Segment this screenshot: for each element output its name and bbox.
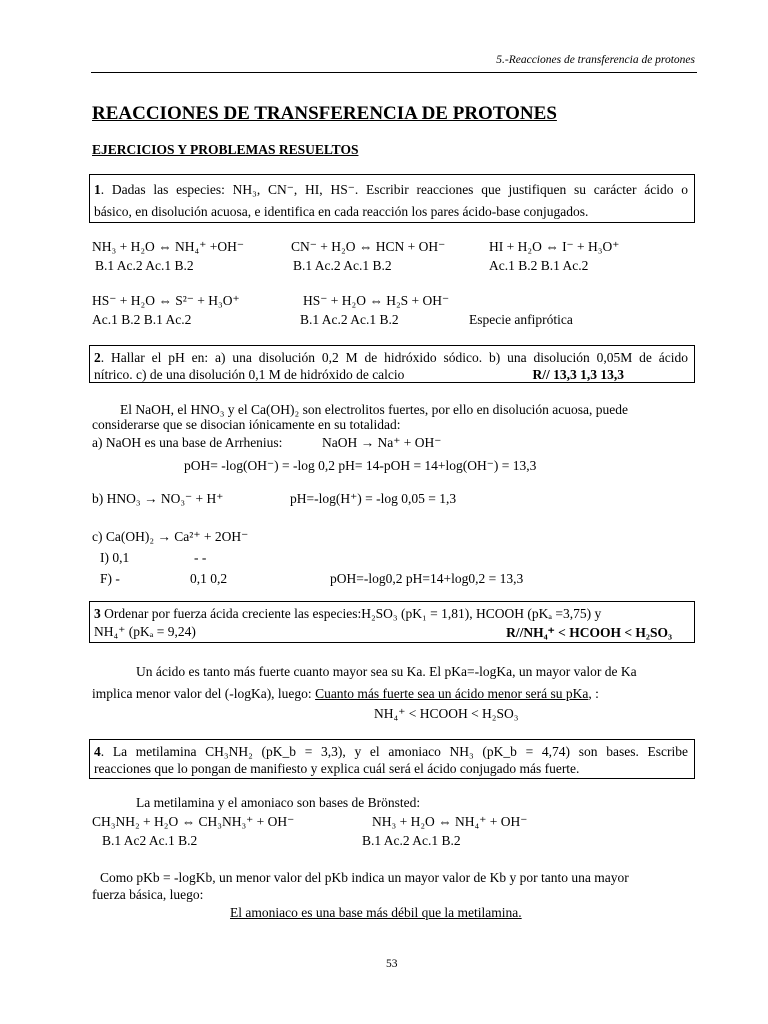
reaction-methylamine-labels: B.1 Ac2 Ac.1 B.2 (102, 833, 198, 848)
solution-2c-calculation: pOH=-log0,2 pH=14+log0,2 = 13,3 (330, 571, 524, 586)
solution-2b-equation: b) HNO₃ → NO₃⁻ + H⁺ (92, 491, 224, 506)
reaction-cn-labels: B.1 Ac.2 Ac.1 B.2 (293, 258, 392, 273)
solution-4-intro: La metilamina y el amoniaco son bases de Brönsted: (136, 795, 421, 810)
reaction-nh3-labels: B.1 Ac.2 Ac.1 B.2 (95, 258, 194, 273)
problem-2-box (89, 345, 695, 383)
solution-3-rule: Cuanto más fuerte sea un ácido menor será su pKa (315, 686, 589, 701)
problem-4-box (89, 739, 695, 779)
page-number: 53 (386, 958, 398, 970)
problem-2-text-1: . Hallar el pH en: a) una disolución 0,2 M de hidróxido sódico. b) una disolución 0,05M de ácido (100, 350, 688, 365)
reaction-cn: CN⁻ + H₂O ⇔ HCN + OH⁻ (291, 239, 446, 254)
solution-4-para-2: fuerza básica, luego: (92, 887, 204, 902)
solution-4-conclusion: El amoniaco es una base más débil que la metilamina. (230, 905, 522, 920)
problem-1-number: 1 (94, 182, 101, 197)
solution-3-para-2-end: , : (588, 686, 599, 701)
solution-4-para-1: Como pKb = -logKb, un menor valor del pKb indica un mayor valor de Kb y por tanto una mayor (100, 870, 629, 885)
reaction-hs-acid-labels: Ac.1 B.2 B.1 Ac.2 (92, 312, 192, 327)
problem-1-text-1: . Dadas las especies: NH₃, CN⁻, HI, HS⁻. Escribir reacciones que justifiquen su carácter ácido o (100, 182, 688, 197)
reaction-hi: HI + H₂O ⇔ I⁻ + H₃O⁺ (489, 239, 620, 254)
problem-2-answer: R// 13,3 1,3 13,3 (532, 367, 624, 382)
solution-2c-final-values: 0,1 0,2 (190, 571, 228, 586)
problem-3-text-1: Ordenar por fuerza ácida creciente las especies:H₂SO₃ (pK₁ = 1,81), HCOOH (pKₐ =3,75) y (100, 606, 602, 621)
solution-2a-equation: NaOH → Na⁺ + OH⁻ (322, 435, 442, 450)
reaction-ammonia-labels: B.1 Ac.2 Ac.1 B.2 (362, 833, 461, 848)
solution-2c-initial-label: I) 0,1 (100, 550, 130, 565)
reaction-hs-base-labels: B.1 Ac.2 Ac.1 B.2 (300, 312, 399, 327)
header-rule (91, 72, 697, 73)
problem-3-box (89, 601, 695, 643)
solution-2c-final-label: F) - (100, 571, 120, 586)
problem-4-text-1: . La metilamina CH₃NH₂ (pK_b = 3,3), y el amoniaco NH₃ (pK_b = 4,74) son bases. Escribe (100, 744, 688, 759)
solution-3-para-2 (92, 687, 599, 701)
problem-3-line-2: NH₄⁺ (pKₐ = 9,24) (94, 624, 196, 639)
reaction-ammonia: NH₃ + H₂O ⇔ NH₄⁺ + OH⁻ (372, 814, 528, 829)
solution-2b-calculation: pH=-log(H⁺) = -log 0,05 = 1,3 (290, 491, 457, 506)
problem-3-number: 3 (94, 606, 101, 621)
section-subtitle: EJERCICIOS Y PROBLEMAS RESUELTOS (92, 142, 359, 157)
solution-3-order: NH₄⁺ < HCOOH < H₂SO₃ (374, 706, 519, 721)
amphiprotic-note: Especie anfiprótica (469, 312, 573, 327)
problem-1-line-2: básico, en disolución acuosa, e identifica en cada reacción los pares ácido-base conjugados. (94, 204, 589, 219)
problem-4-line-1 (94, 743, 688, 760)
page-title: REACCIONES DE TRANSFERENCIA DE PROTONES (92, 103, 557, 124)
problem-4-line-2: reacciones que lo pongan de manifiesto y explica cuál será el ácido conjugado más fuerte. (94, 761, 580, 776)
problem-4-number: 4 (94, 744, 101, 759)
problem-3-answer: R//NH₄⁺ < HCOOH < H₂SO₃ (506, 625, 672, 640)
reaction-hi-labels: Ac.1 B.2 B.1 Ac.2 (489, 258, 589, 273)
problem-2-line-1 (94, 349, 688, 366)
problem-1-line-1 (94, 179, 688, 201)
solution-2-para-1: El NaOH, el HNO₃ y el Ca(OH)₂ son electrolitos fuertes, por ello en disolución acuosa, puede (120, 402, 629, 417)
solution-2a-calculation: pOH= -log(OH⁻) = -log 0,2 pH= 14-pOH = 14+log(OH⁻) = 13,3 (184, 458, 537, 473)
running-title: 5.-Reacciones de transferencia de protones (496, 54, 695, 66)
problem-2-line-2: nítrico. c) de una disolución 0,1 M de hidróxido de calcio (94, 367, 405, 382)
solution-3-para-2-text: implica menor valor del (-logKa), luego: (92, 686, 316, 701)
solution-3-para-1: Un ácido es tanto más fuerte cuanto mayor sea su Ka. El pKa=-logKa, un mayor valor de Ka (136, 664, 637, 679)
reaction-nh3: NH₃ + H₂O ⇔ NH₄⁺ +OH⁻ (92, 239, 244, 254)
problem-2-number: 2 (94, 350, 101, 365)
solution-2c-equation: c) Ca(OH)₂ → Ca²⁺ + 2OH⁻ (92, 529, 249, 544)
problem-3-line-1 (94, 605, 688, 623)
problem-1-box (89, 174, 695, 223)
reaction-methylamine: CH₃NH₂ + H₂O ⇔ CH₃NH₃⁺ + OH⁻ (92, 814, 295, 829)
reaction-hs-acid: HS⁻ + H₂O ⇔ S²⁻ + H₃O⁺ (92, 293, 240, 308)
solution-2a-label: a) NaOH es una base de Arrhenius: (92, 435, 283, 450)
solution-2c-initial-values: - - (194, 550, 207, 565)
reaction-hs-base: HS⁻ + H₂O ⇔ H₂S + OH⁻ (303, 293, 450, 308)
solution-2-para-2: considerarse que se disocian iónicamente en su totalidad: (92, 417, 401, 432)
